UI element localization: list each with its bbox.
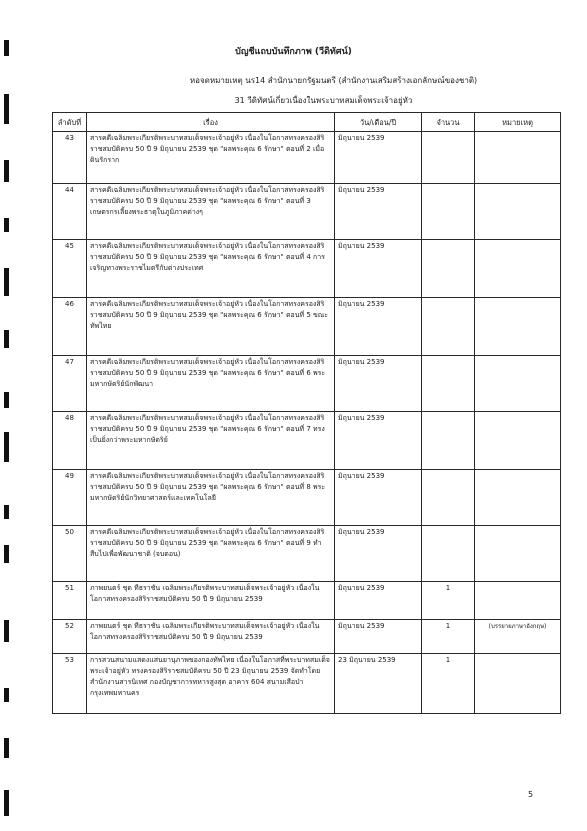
row-date: มิถุนายน 2539 bbox=[335, 526, 422, 582]
row-quantity bbox=[422, 412, 475, 470]
row-subject: สารคดีเฉลิมพระเกียรติพระบาทสมเด็จพระเจ้าอยู่หัว เนื่องในโอกาสทรงครองสิริราชสมบัติครบ 50 ปี 9 มิถุนายน 2539 ชุด "ผลพระคุณ 6 รักษา" ตอนที่ 8 พระมหากษัตริย์นักวิทยาศาสตร์และเทคโนโลยี bbox=[87, 470, 335, 526]
row-remark bbox=[475, 132, 561, 184]
binding-mark bbox=[4, 432, 9, 462]
binding-mark bbox=[4, 790, 9, 816]
binding-mark bbox=[4, 545, 9, 563]
table-row bbox=[53, 582, 561, 620]
table-row bbox=[53, 298, 561, 356]
row-subject: ภาพยนตร์ ชุด ทีธราชัน เฉลิมพระเกียรติพระบาทสมเด็จพระเจ้าอยู่หัว เนื่องในโอกาสทรงครองสิริราชสมบัติครบ 50 ปี 9 มิถุนายน 2539 bbox=[87, 582, 335, 620]
table-row bbox=[53, 654, 561, 714]
row-remark bbox=[475, 356, 561, 412]
row-quantity bbox=[422, 240, 475, 298]
row-quantity bbox=[422, 184, 475, 240]
row-date: มิถุนายน 2539 bbox=[335, 412, 422, 470]
binding-mark bbox=[4, 268, 9, 296]
row-subject: การสวนสนามแสดงแสนยานุภาพของกองทัพไทย เนื่องในโอกาสที่พระบาทสมเด็จพระเจ้าอยู่หัว ทรงครองสิริราชสมบัติครบ 50 ปี 23 มิถุนายน 2539 จัดทำโดย สำนักงานสารนิเทศ กองบัญชาการทหารสูงสุด อาคาร 604 สนามเสือป่า กรุงเทพมหานคร bbox=[87, 654, 335, 714]
row-remark bbox=[475, 654, 561, 714]
row-quantity bbox=[422, 298, 475, 356]
binding-mark bbox=[4, 620, 9, 642]
row-number: 43 bbox=[53, 132, 87, 184]
row-date: 23 มิถุนายน 2539 bbox=[335, 654, 422, 714]
register-table bbox=[52, 112, 561, 714]
table-row bbox=[53, 184, 561, 240]
row-date: มิถุนายน 2539 bbox=[335, 132, 422, 184]
row-remark bbox=[475, 298, 561, 356]
row-subject: สารคดีเฉลิมพระเกียรติพระบาทสมเด็จพระเจ้าอยู่หัว เนื่องในโอกาสทรงครองสิริราชสมบัติครบ 50 ปี 9 มิถุนายน 2539 ชุด "ผลพระคุณ 6 รักษา" ตอนที่ 4 การเจริญทางพระราชไมตรีกับต่างประเทศ bbox=[87, 240, 335, 298]
row-date: มิถุนายน 2539 bbox=[335, 240, 422, 298]
row-number: 53 bbox=[53, 654, 87, 714]
row-remark bbox=[475, 470, 561, 526]
header-subject: เรื่อง bbox=[87, 113, 335, 132]
table-row bbox=[53, 620, 561, 654]
table-row bbox=[53, 412, 561, 470]
table-row bbox=[53, 132, 561, 184]
row-subject: ภาพยนตร์ ชุด ทีธราชัน เฉลิมพระเกียรติพระบาทสมเด็จพระเจ้าอยู่หัว เนื่องในโอกาสทรงครองสิริราชสมบัติครบ 50 ปี 9 มิถุนายน 2539 bbox=[87, 620, 335, 654]
table-row bbox=[53, 526, 561, 582]
row-subject: สารคดีเฉลิมพระเกียรติพระบาทสมเด็จพระเจ้าอยู่หัว เนื่องในโอกาสทรงครองสิริราชสมบัติครบ 50 ปี 9 มิถุนายน 2539 ชุด "ผลพระคุณ 6 รักษา" ตอนที่ 3 เกษตรกรเลี้ยงพระธาตุในภูมิภาคต่างๆ bbox=[87, 184, 335, 240]
row-quantity bbox=[422, 526, 475, 582]
header-remark: หมายเหตุ bbox=[475, 113, 561, 132]
row-quantity bbox=[422, 356, 475, 412]
row-number: 44 bbox=[53, 184, 87, 240]
row-date: มิถุนายน 2539 bbox=[335, 470, 422, 526]
table-row bbox=[53, 240, 561, 298]
document-subheading: หอจดหมายเหตุ นร14 สำนักนายกรัฐมนตรี (สำนักงานเสริมสร้างเอกลักษณ์ของชาติ) bbox=[189, 76, 478, 85]
row-date: มิถุนายน 2539 bbox=[335, 298, 422, 356]
binding-mark bbox=[4, 94, 9, 124]
row-remark bbox=[475, 184, 561, 240]
binding-mark bbox=[4, 160, 9, 182]
table-row bbox=[53, 356, 561, 412]
header-date: วัน/เดือน/ปี bbox=[335, 113, 422, 132]
row-subject: สารคดีเฉลิมพระเกียรติพระบาทสมเด็จพระเจ้าอยู่หัว เนื่องในโอกาสทรงครองสิริราชสมบัติครบ 50 ปี 9 มิถุนายน 2539 ชุด "ผลพระคุณ 6 รักษา" ตอนที่ 7 ทรงเป็นยิ่งกว่าพระมหากษัตริย์ bbox=[87, 412, 335, 470]
binding-mark bbox=[4, 218, 9, 232]
row-quantity: 1 bbox=[422, 654, 475, 714]
row-number: 49 bbox=[53, 470, 87, 526]
row-remark bbox=[475, 526, 561, 582]
row-remark bbox=[475, 240, 561, 298]
binding-mark bbox=[4, 330, 9, 348]
row-subject: สารคดีเฉลิมพระเกียรติพระบาทสมเด็จพระเจ้าอยู่หัว เนื่องในโอกาสทรงครองสิริราชสมบัติครบ 50 ปี 9 มิถุนายน 2539 ชุด "ผลพระคุณ 6 รักษา" ตอนที่ 2 เมื่อดินรักราก bbox=[87, 132, 335, 184]
row-date: มิถุนายน 2539 bbox=[335, 582, 422, 620]
row-subject: สารคดีเฉลิมพระเกียรติพระบาทสมเด็จพระเจ้าอยู่หัว เนื่องในโอกาสทรงครองสิริราชสมบัติครบ 50 ปี 9 มิถุนายน 2539 ชุด "ผลพระคุณ 6 รักษา" ตอนที่ 5 ขณะทัพไทย bbox=[87, 298, 335, 356]
document-heading: บัญชีแถบบันทึกภาพ (วีดิทัศน์) bbox=[235, 47, 352, 57]
binding-mark bbox=[4, 505, 9, 519]
document-section-title: 31 วีดิทัศน์เกี่ยวเนื่องในพระบาทสมเด็จพระเจ้าอยู่หัว bbox=[234, 96, 413, 105]
row-number: 48 bbox=[53, 412, 87, 470]
row-number: 51 bbox=[53, 582, 87, 620]
row-quantity bbox=[422, 470, 475, 526]
row-remark bbox=[475, 412, 561, 470]
header-number: ลำดับที่ bbox=[53, 113, 87, 132]
row-date: มิถุนายน 2539 bbox=[335, 620, 422, 654]
binding-mark bbox=[4, 738, 9, 758]
row-number: 47 bbox=[53, 356, 87, 412]
row-quantity: 1 bbox=[422, 620, 475, 654]
binding-mark bbox=[4, 392, 9, 408]
row-remark bbox=[475, 582, 561, 620]
table-header-row bbox=[53, 113, 561, 132]
row-subject: สารคดีเฉลิมพระเกียรติพระบาทสมเด็จพระเจ้าอยู่หัว เนื่องในโอกาสทรงครองสิริราชสมบัติครบ 50 ปี 9 มิถุนายน 2539 ชุด "ผลพระคุณ 6 รักษา" ตอนที่ 6 พระมหากษัตริย์นักพัฒนา bbox=[87, 356, 335, 412]
binding-mark bbox=[4, 688, 9, 702]
row-date: มิถุนายน 2539 bbox=[335, 184, 422, 240]
row-number: 50 bbox=[53, 526, 87, 582]
row-number: 45 bbox=[53, 240, 87, 298]
row-date: มิถุนายน 2539 bbox=[335, 356, 422, 412]
row-number: 46 bbox=[53, 298, 87, 356]
row-number: 52 bbox=[53, 620, 87, 654]
row-subject: สารคดีเฉลิมพระเกียรติพระบาทสมเด็จพระเจ้าอยู่หัว เนื่องในโอกาสทรงครองสิริราชสมบัติครบ 50 ปี 9 มิถุนายน 2539 ชุด "ผลพระคุณ 6 รักษา" ตอนที่ 9 ทำสืบไปเพื่อพัฒนาชาติ (จบตอน) bbox=[87, 526, 335, 582]
row-remark: (บรรยายภาษาอังกฤษ) bbox=[475, 620, 561, 654]
table-row bbox=[53, 470, 561, 526]
row-quantity bbox=[422, 132, 475, 184]
header-quantity: จำนวน bbox=[422, 113, 475, 132]
page-number: 5 bbox=[528, 790, 534, 799]
row-quantity: 1 bbox=[422, 582, 475, 620]
